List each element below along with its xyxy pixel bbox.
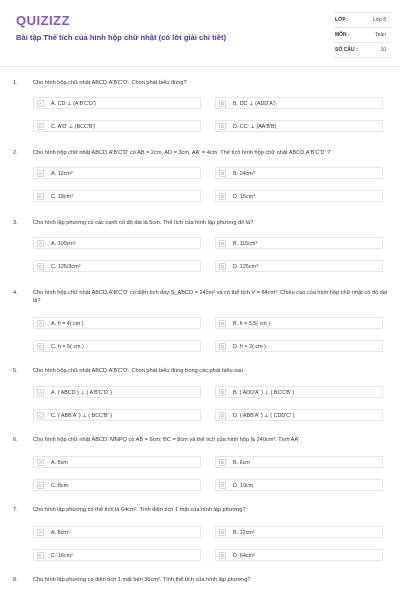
option-letter-box: A	[37, 529, 44, 536]
option-letter-box: D	[220, 344, 225, 349]
option-text: C. 125/3cm³	[51, 263, 81, 270]
question-number: 8.	[13, 577, 18, 583]
option-text: C. A'D' ⊥ (BCC'B')	[51, 123, 96, 130]
option-text: A. 100cm³	[51, 240, 76, 247]
answer-option-d[interactable]	[215, 190, 383, 202]
option-text: D. ( ABB'A' ) ⊥ ( CDD'C' )	[233, 412, 295, 419]
option-letter-box: A	[37, 240, 44, 247]
option-letter-box: B	[219, 389, 226, 396]
option-text: C. h = 5( cm )	[51, 343, 84, 350]
answer-option-b[interactable]	[215, 526, 383, 538]
answer-option-c[interactable]	[33, 190, 201, 202]
option-letter-box: B	[219, 320, 226, 327]
option-letter-box: D	[220, 124, 225, 129]
option-letter-box: D	[220, 413, 225, 418]
answer-option-a[interactable]	[33, 97, 201, 109]
option-letter-box: A	[37, 100, 44, 107]
answer-option-d[interactable]	[215, 549, 383, 561]
answer-option-a[interactable]	[33, 386, 201, 398]
meta-value: Lớp 8	[372, 17, 386, 23]
option-text: A. 5cm	[51, 459, 68, 466]
option-text: B. 24cm³	[233, 170, 255, 177]
option-letter-box: C	[38, 194, 43, 199]
option-letter-box: C	[38, 413, 43, 418]
meta-value: 10	[380, 47, 386, 53]
option-letter-box: A	[37, 170, 44, 177]
option-letter-box: C	[38, 264, 43, 269]
option-text: C. 16cm²	[51, 552, 73, 559]
question-text: Cho hình hộp chữ nhật ABCD.A'B'C'D'. Chọn phát biểu đúng trong các phát biểu sau	[33, 368, 244, 374]
option-text: B. DC ⊥ (ADD'A')	[233, 100, 276, 107]
option-letter-box: C	[38, 483, 43, 488]
option-letter-box: B	[219, 240, 226, 247]
option-text: C. ( ABB'A' ) ⊥ ( BCC'B' )	[51, 412, 112, 419]
option-letter-box: D	[220, 553, 225, 558]
option-text: D. 64cm²	[233, 552, 255, 559]
question-number: 4.	[13, 290, 18, 296]
quizizz-logo: QUIZIZZ	[16, 13, 71, 28]
option-text: D. 15cm³	[233, 193, 255, 200]
option-text: D. 10cm	[233, 482, 254, 489]
question-number: 3.	[13, 220, 18, 226]
option-letter-box: C	[38, 553, 43, 558]
answer-option-a[interactable]	[33, 237, 201, 249]
option-letter-box: D	[220, 483, 225, 488]
option-letter-box: D	[220, 264, 225, 269]
option-letter-box: C	[38, 124, 43, 129]
answer-option-b[interactable]	[215, 317, 383, 329]
meta-label: LỚP :	[335, 17, 349, 23]
option-text: B. 6cm	[233, 459, 250, 466]
option-text: B. h = 3,5( cm )	[233, 320, 270, 327]
option-text: A. h = 4( cm )	[51, 320, 84, 327]
answer-option-d[interactable]	[215, 120, 383, 132]
answer-option-b[interactable]	[215, 386, 383, 398]
option-text: D. CC' ⊥ (AA'B'B)	[233, 123, 277, 130]
question-text: Cho hình hộp chữ nhật ABCD.A'B'C'D'. Chọn phát biểu đúng?	[33, 80, 187, 86]
answer-option-c[interactable]	[33, 479, 201, 491]
answer-option-c[interactable]	[33, 409, 201, 421]
question-number: 5.	[13, 368, 18, 374]
answer-option-d[interactable]	[215, 409, 383, 421]
option-text: B. 12cm²	[233, 529, 255, 536]
answer-option-b[interactable]	[215, 456, 383, 468]
question-number: 7.	[13, 507, 18, 513]
answer-option-c[interactable]	[33, 549, 201, 561]
question-text: Cho hình hộp chữ nhật ABCD. MNPQ có AB = 6cm; BC = 8cm và thể tích của hình hộp là 240cm³. Tính AA'	[33, 437, 300, 443]
worksheet-title: Bài tập Thể tích của hình hộp chữ nhật (có lời giải chi tiết)	[16, 33, 227, 42]
answer-option-a[interactable]	[33, 526, 201, 538]
answer-option-b[interactable]	[215, 97, 383, 109]
option-text: C. 8cm	[51, 482, 69, 489]
answer-option-c[interactable]	[33, 260, 201, 272]
option-letter-box: B	[219, 529, 226, 536]
option-letter-box: C	[38, 344, 43, 349]
meta-label: SỐ CÂU :	[335, 47, 358, 53]
option-letter-box: B	[219, 100, 226, 107]
option-letter-box: A	[37, 459, 44, 466]
option-text: A. 12cm³	[51, 170, 73, 177]
answer-option-a[interactable]	[33, 317, 201, 329]
meta-label: MÔN :	[335, 32, 350, 38]
option-text: A. 8cm²	[51, 529, 70, 536]
answer-option-a[interactable]	[33, 456, 201, 468]
answer-option-d[interactable]	[215, 340, 383, 352]
option-text: B. ( ADD'A' ) ⊥ ( BCC'B' )	[233, 389, 295, 396]
question-text: Cho hình hộp chữ nhật ABCD.A'B'C'D' có diện tích đáy S_ABCD = 24cm² và có thể tích V = 84cm³. Chiều cao của hình hộp chữ nhật có độ dài là?	[33, 290, 388, 304]
question-number: 1.	[13, 80, 18, 86]
option-text: D. 125cm³	[233, 263, 258, 270]
meta-value: Toán	[375, 32, 386, 38]
question-text: Cho hình lập phương có các cạnh có độ dài là 5cm. Thể tích của hình lập phương đó là?	[33, 220, 254, 226]
question-text: Cho hình lập phương có thể tích là 64cm³. Tính diện tích 1 mặt của hình lập phương?	[33, 507, 246, 513]
option-letter-box: A	[37, 320, 44, 327]
option-letter-box: D	[220, 194, 225, 199]
option-text: A. CD ⊥ (A'B'C'D')	[51, 100, 96, 107]
option-text: C. 18cm³	[51, 193, 73, 200]
option-letter-box: B	[219, 170, 226, 177]
question-number: 6.	[13, 437, 18, 443]
answer-option-d[interactable]	[215, 479, 383, 491]
option-letter-box: B	[219, 459, 226, 466]
question-number: 2.	[13, 150, 18, 156]
answer-option-b[interactable]	[215, 237, 383, 249]
answer-option-b[interactable]	[215, 167, 383, 179]
answer-option-a[interactable]	[33, 167, 201, 179]
answer-option-d[interactable]	[215, 260, 383, 272]
option-letter-box: A	[37, 389, 44, 396]
option-text: D. h = 2( cm )	[233, 343, 266, 350]
option-text: A. ( ABCD ) ⊥ ( A'B'C'D' )	[51, 389, 112, 396]
question-text: Cho hình lập phương có diện tích 1 mặt bên 36cm². Tính thể tích của hình lập phương?	[33, 577, 251, 583]
option-text: B. 115cm³	[233, 240, 258, 247]
answer-option-c[interactable]	[33, 340, 201, 352]
answer-option-c[interactable]	[33, 120, 201, 132]
question-text: Cho hình hộp chữ nhật ABCD.A'B'C'D' có AB = 2cm, AD = 3cm, AA' = 4cm. Thể tích hình hộp chữ nhật ABCD.A'B'C'D' ?	[33, 150, 331, 156]
